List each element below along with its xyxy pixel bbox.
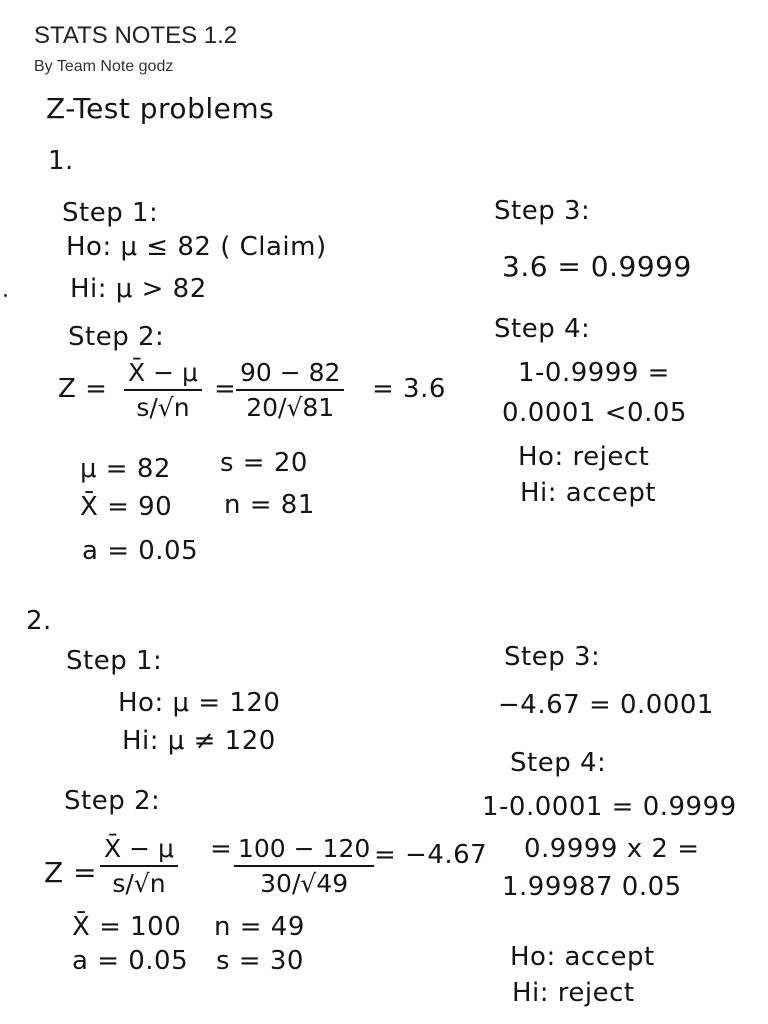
p1-equals: = — [214, 374, 237, 404]
p2-step3-label: Step 3: — [504, 642, 601, 672]
p2-equals: = — [210, 834, 233, 864]
p1-step4-line1: 1-0.9999 = — [518, 358, 670, 388]
p2-values-fraction — [234, 834, 374, 898]
author-byline: By Team Note godz — [34, 58, 174, 75]
notes-heading: Z-Test problems — [46, 92, 275, 125]
p2-step4-line1: 1-0.0001 = 0.9999 — [482, 792, 737, 822]
page-title: STATS NOTES 1.2 — [34, 22, 238, 49]
p2-step3-value: −4.67 = 0.0001 — [498, 690, 714, 720]
p1-given-s: s = 20 — [220, 448, 308, 478]
p1-values-numerator: 90 − 82 — [236, 358, 344, 391]
p2-given-n: n = 49 — [214, 912, 305, 942]
p2-step4-label: Step 4: — [510, 748, 607, 778]
p2-values-numerator: 100 − 120 — [234, 834, 374, 867]
p1-given-n: n = 81 — [224, 490, 315, 520]
p1-step4-line2: 0.0001 <0.05 — [502, 398, 687, 428]
p2-decision-h0: Ho: accept — [510, 942, 655, 972]
p1-given-alpha: a = 0.05 — [82, 536, 199, 566]
p1-given-mu: μ = 82 — [80, 454, 171, 484]
p2-given-alpha: a = 0.05 — [72, 946, 189, 976]
p1-z-prefix: Z = — [58, 374, 108, 404]
p2-formula-denominator: s/√n — [112, 869, 166, 898]
p1-decision-h1: Hi: accept — [520, 478, 657, 508]
p1-alt-hypothesis: Hi: μ > 82 — [70, 274, 207, 304]
p1-step1-label: Step 1: — [62, 198, 159, 228]
problem-1-number: 1. — [48, 146, 74, 176]
p2-z-result: = −4.67 — [374, 840, 488, 870]
p2-formula-numerator: X̄ − μ — [100, 834, 178, 867]
p1-step4-label: Step 4: — [494, 314, 591, 344]
p1-step3-value: 3.6 = 0.9999 — [502, 250, 692, 283]
p1-given-xbar: X̄ = 90 — [80, 492, 173, 522]
problem-2-number: 2. — [26, 606, 52, 636]
p1-values-denominator: 20/√81 — [246, 393, 335, 422]
p2-values-denominator: 30/√49 — [260, 869, 349, 898]
p1-z-result: = 3.6 — [372, 374, 446, 404]
p1-formula-fraction — [124, 358, 202, 422]
p1-null-hypothesis: Ho: μ ≤ 82 ( Claim) — [66, 232, 327, 262]
p1-values-fraction — [236, 358, 344, 422]
p2-formula-fraction — [100, 834, 178, 898]
stray-dot — [4, 294, 7, 297]
p2-step4-line3: 1.99987 0.05 — [502, 872, 682, 902]
p2-null-hypothesis: Ho: μ = 120 — [118, 688, 281, 718]
p1-formula-denominator: s/√n — [136, 393, 190, 422]
p2-z-prefix: Z = — [44, 856, 98, 889]
p2-given-xbar: X̄ = 100 — [72, 912, 182, 942]
p1-step2-label: Step 2: — [68, 322, 165, 352]
p2-decision-h1: Hi: reject — [512, 978, 635, 1008]
p2-given-s: s = 30 — [216, 946, 304, 976]
p2-step2-label: Step 2: — [64, 786, 161, 816]
p1-formula-numerator: X̄ − μ — [124, 358, 202, 391]
p1-decision-h0: Ho: reject — [518, 442, 650, 472]
p2-step4-line2: 0.9999 x 2 = — [524, 834, 700, 864]
p1-step3-label: Step 3: — [494, 196, 591, 226]
p2-step1-label: Step 1: — [66, 646, 163, 676]
p2-alt-hypothesis: Hi: μ ≠ 120 — [122, 726, 276, 756]
